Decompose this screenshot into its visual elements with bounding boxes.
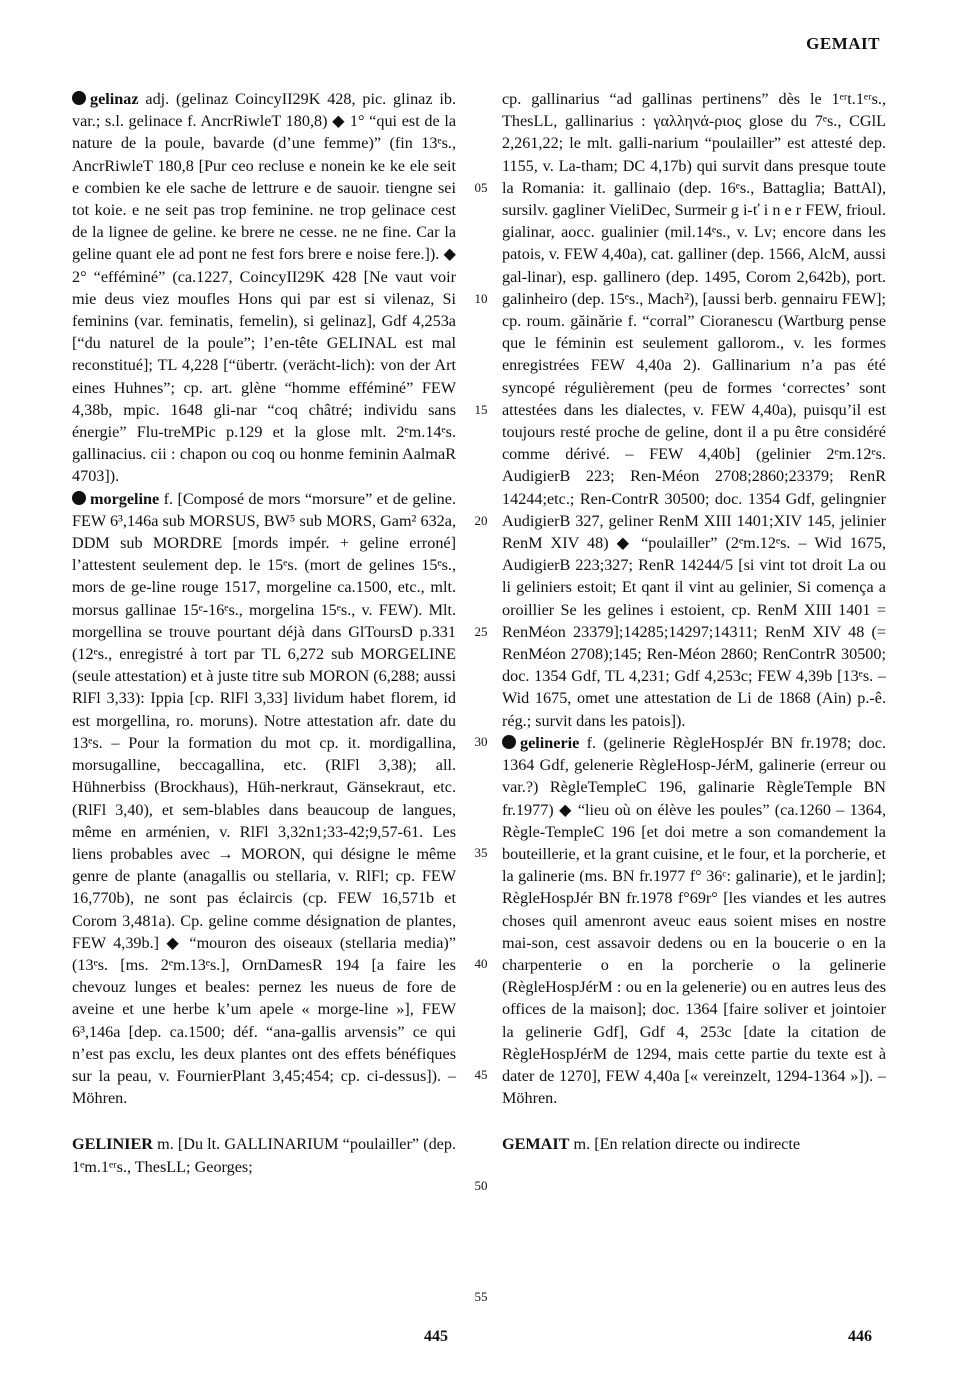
line-spacer xyxy=(466,687,496,709)
entry-body: m. [En relation directe ou indirecte xyxy=(573,1135,801,1154)
line-spacer xyxy=(466,266,496,288)
dictionary-entry xyxy=(72,488,456,1110)
entry-bullet-icon xyxy=(502,735,516,749)
line-number: 50 xyxy=(474,1178,488,1194)
line-number: 15 xyxy=(474,401,488,417)
line-number: 20 xyxy=(474,512,488,528)
line-spacer xyxy=(466,199,496,221)
line-spacer xyxy=(466,998,496,1020)
entry-headword: GEMAIT xyxy=(502,1135,570,1154)
line-numbers xyxy=(466,88,496,1308)
page-number-left: 445 xyxy=(424,1328,448,1345)
running-head: GEMAIT xyxy=(806,34,880,53)
entry-body: m. [Du lt. GALLINARIUM “poulailler” (dep. 1ᵉm.1ᵉʳs., ThesLL; Georges; xyxy=(72,1135,457,1176)
line-spacer xyxy=(466,1086,496,1108)
line-number: 55 xyxy=(474,1289,488,1305)
entry-headword: gelinaz xyxy=(90,90,139,108)
line-spacer xyxy=(466,376,496,398)
line-spacer xyxy=(466,1220,496,1242)
line-spacer xyxy=(466,354,496,376)
line-spacer xyxy=(466,1242,496,1264)
line-number: 35 xyxy=(474,845,488,861)
line-spacer xyxy=(466,865,496,887)
line-spacer xyxy=(466,310,496,332)
line-spacer xyxy=(466,243,496,265)
dictionary-entry xyxy=(72,88,456,488)
page-number-right: 446 xyxy=(848,1328,872,1345)
line-number: 30 xyxy=(474,734,488,750)
right-column xyxy=(502,88,886,1156)
line-spacer xyxy=(466,487,496,509)
entry-bullet-icon xyxy=(72,491,86,505)
entry-body: adj. (gelinaz CoincyII29K 428, pic. glinaz ib. var.; s.l. gelinace f. AncrRiwleT 180,8) ◆ 1° “qui est de la nature de la poule, bavarde (d’une femme)” (fin 13ᵉs., AncrRiwleT 180,8 [Pur ceo recluse e nonein ke ke ele seit e combien ke ele sache de lettrure e de sauoir. tiengne sei tot koie. e ne seit pas trop feminine. ne trop gelinace cest de la lignee de geline. ke brere ne cesse. ne ne fine. Car la geline quant ele ad pont ne fest fors brere e noise fere.]). ◆ 2° “efféminé” (ca.1227, CoincyII29K 428 [Ne vaut voir mie deus viez moufles Hons qui par est si vilenaz, Si feminins (var. feminatis, femelin), si gelinaz], Gdf 4,253a [“du naturel de la poule”; l’en-tête GELINAL est mal reconstitué]; TL 4,228 [“übertr. (verächt-lich): von der Art eines Huhnes”; cp. art. glène “homme efféminé” FEW 4,38b, mpic. 1648 gli-nar “coq châtré; individu sans énergie” Flu-treMPic p.129 et la glose mlt. 2ᵉm.14ᵉs. gallinacius. cii : chapon ou coq ou honme feminin AalmaR 4703]). xyxy=(72,90,457,486)
dictionary-entry xyxy=(502,88,886,732)
entry-body: cp. gallinarius “ad gallinas pertinens” dès le 1ᵉʳt.1ᵉʳs., ThesLL, gallinarius : γαλληνά-ριος glose du 7ᵉs., CGlL 2,261,22; le mlt. galli-narium “poulailler” est attesté dep. 1155, v. La-tham; DC 4,17b) qui survit dans presque toute la Romania: it. gallinaio (dep. 16ᵉs., Battaglia; BattAl), sursilv. gagliner VieliDec, Surmeir g i-ť i n e r FEW, frioul. gialinar, aocc. gualinier (mil.14ᵉs., v. Lv; encore dans les patois, v. FEW 4,40a), cat. galliner (dep. 1566, AlcM, aussi gal-linar), esp. gallinero (dep. 1495, Corom 2,642b), port. galinheiro (dep. 15ᵉs., Mach²), [aussi berb. gennairu FEW]; cp. roum. găinărie f. “corral” Cioranescu (Wartburg pense que le féminin est seulement gallorom., v. les formes enregistrées FEW 4,40a 2). Gallinarium n’a pas été syncopé régulièrement (peu de formes ‘correctes’ sont attestées dans les dialectes, v. FEW 4,40a), puisqu’il est toujours resté proche de geline, dont il a pu être considéré comme dérivé. – FEW 4,40b] (gelinier 2ᵉm.12ᵉs. AudigierB 223; Ren-Méon 2708;2860;23379; RenR 14244;etc.; Ren-ContrR 30500; doc. 1354 Gdf, gelingnier AudigierB 327, geliner RenM XIII 1401;XIV 145, jelinier RenM XIV 48) ◆ “poulailler” (2ᵉm.12ᵉs. – Wid 1675, AudigierB 223;327; RenR 14244/5 [si vint tot droit La ou li geliniers estoit; Et qant il vint au gelinier, Si comença a oroillier Se les gelines i estoient, cp. RenM XIII 1401 = RenMéon 23379];14285;14297;14311; RenM XIV 48 (= RenMéon 2708);145; Ren-Méon 2860; RenContrR 30500; doc. 1354 Gdf, TL 4,231; Gdf 4,253c; FEW 4,39b [13ᵉs. – Wid 1675, omet une attestation de Li de 1868 (Ain) p.-ê. rég.; survit dans les patois]). xyxy=(502,90,886,730)
line-number: 10 xyxy=(474,290,488,306)
line-spacer xyxy=(466,1153,496,1175)
dictionary-entry xyxy=(502,1133,886,1155)
line-spacer xyxy=(466,643,496,665)
line-spacer xyxy=(466,1020,496,1042)
dictionary-entry xyxy=(72,1133,456,1177)
entry-headword: gelinerie xyxy=(520,733,580,752)
line-spacer xyxy=(466,88,496,110)
entry-body: f. (gelinerie RègleHospJér BN fr.1978; doc. 1364 Gdf, gelenerie RègleHosp-JérM, galinerie (erreur ou var.?) RègleTempleC 196, galinarie RègleTemple BN fr.1977) ◆ “lieu où on élève les poules” (ca.1260 – 1364, Règle-TempleC 196 [et doi metre a son comandement la bouteillerie, et la grant cuisine, et le four, et la porcherie, et la galinerie (ms. BN fr.1977 f° 36ᶜ: galinarie), et le jardin]; RègleHospJér BN fr.1978 f°69r° [les viandes et les autres choses quil amenront aveuc eaus soient mises en nostre mai-son, cest assavoir dedens ou en la boucerie o en la charpenterie o en la porcherie o la gelinerie (RègleHospJérM : ou en la gelenerie) ou en autres leus des offices de la maison]; doc. 1364 [faire soliver et jointoier la gelinerie Gdf], Gdf 4, 253c [date la citation de RègleHospJérM de 1294, mais cette partie du texte est à dater de 1270], FEW 4,40a [« vereinzelt, 1294-1364 »]). – Möhren. xyxy=(502,733,886,1108)
line-spacer xyxy=(466,931,496,953)
line-spacer xyxy=(466,221,496,243)
line-spacer xyxy=(466,1264,496,1286)
line-spacer xyxy=(466,443,496,465)
line-spacer xyxy=(466,1042,496,1064)
line-spacer xyxy=(466,798,496,820)
line-spacer xyxy=(466,598,496,620)
entry-gap xyxy=(502,1109,886,1133)
line-number: 40 xyxy=(474,956,488,972)
line-spacer xyxy=(466,576,496,598)
entry-body: f. [Composé de mors “morsure” et de geline. FEW 6³,146a sub MORSUS, BW⁵ sub MORS, Gam² 632a, DDM sub MORDRE [mords impér. + geline erroné] l’attestent seulement dep. le 15ᵉs. (mort de gelines 15ᵉs., mors de ge-line rouge 1517, morgeline ca.1500, etc., mlt. morsus gallinae 15ᵉ-16ᵉs., morgelina 15ᵉs., v. FEW). Mlt. morgellina se trouve pourtant déjà dans GlToursD p.331 (12ᵉs., enregistré à tort par TL 6,272 sub MORGELINE (seule attestation) et à juste titre sub MORON (6,288; aussi RlFl 3,33): Ippia [cp. RlFl 3,33] lividum habet florem, id est morgellina, ro. moruns). Notre attestation afr. date du 13ᵉs. – Pour la formation du mot cp. it. mordigallina, morsugalline, beccagallina, etc. (RlFl 3,38); all. Hühnerbiss (Brockhaus), Hüh-nerkraut, Gänsekraut, etc. (RlFl 3,40), et sem-blables dans beaucoup de langues, même en arménien, v. RlFl 3,32n1;33-42;9,57-61. Les liens probables avec → MORON, qui désigne le même genre de plante (anagallis ou stellaria, v. RlFl; cp. FEW 16,770b), ne sont pas éclaircis (cp. FEW 16,571b et Corom 3,481a). Cp. geline comme désignation de plantes, FEW 4,39b.] ◆ “mouron des oiseaux (stellaria media)” (13ᵉs. [ms. 2ᵉm.13ᵉs.], OrnDamesR 194 [a faire les chevouz lunges et beales: pernez les nueus de fore de aveine et une herbe k’um apele « morge-line »], FEW 6³,146a [dep. ca.1500; déf. “ana-gallis arvensis” ce qui n’est pas exclu, les deux plantes ont des effets bénéfiques sur la peau, v. FournierPlant 3,45;454; cp. ci-dessus]). – Möhren. xyxy=(72,489,457,1108)
dictionary-entry xyxy=(502,732,886,1109)
line-number: 45 xyxy=(474,1067,488,1083)
line-spacer xyxy=(466,532,496,554)
line-spacer xyxy=(466,155,496,177)
line-spacer xyxy=(466,1197,496,1219)
line-spacer xyxy=(466,1109,496,1131)
line-spacer xyxy=(466,132,496,154)
line-spacer xyxy=(466,887,496,909)
left-column xyxy=(72,88,456,1178)
line-spacer xyxy=(466,820,496,842)
entry-headword: GELINIER xyxy=(72,1135,153,1154)
line-spacer xyxy=(466,421,496,443)
line-number: 05 xyxy=(474,179,488,195)
line-spacer xyxy=(466,554,496,576)
entry-headword: morgeline xyxy=(90,489,160,508)
line-spacer xyxy=(466,1131,496,1153)
entry-bullet-icon xyxy=(72,91,86,105)
line-spacer xyxy=(466,465,496,487)
line-spacer xyxy=(466,709,496,731)
line-spacer xyxy=(466,976,496,998)
line-spacer xyxy=(466,332,496,354)
line-spacer xyxy=(466,776,496,798)
line-number: 25 xyxy=(474,623,488,639)
entry-gap xyxy=(72,1109,456,1133)
line-spacer xyxy=(466,909,496,931)
line-spacer xyxy=(466,665,496,687)
line-spacer xyxy=(466,754,496,776)
line-spacer xyxy=(466,110,496,132)
